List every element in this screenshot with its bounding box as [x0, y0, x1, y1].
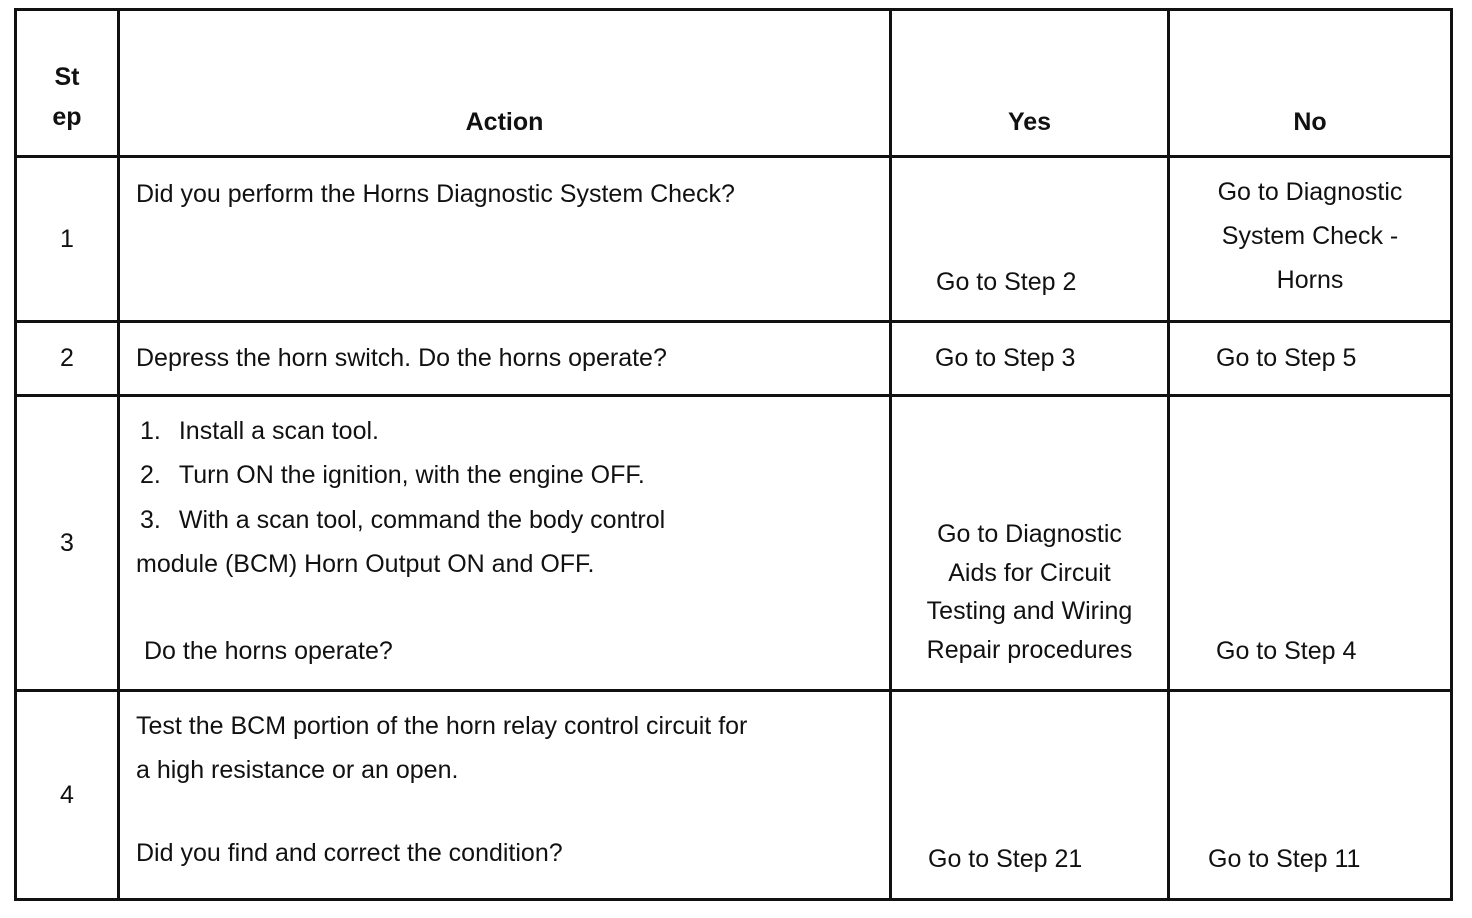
action-list-item — [140, 417, 379, 446]
header-row — [16, 10, 1452, 157]
yes-cell — [891, 396, 1169, 691]
yes-text-line: Go to Diagnostic — [937, 520, 1122, 548]
no-text: Go to Step 11 — [1208, 845, 1361, 873]
header-no: No — [1169, 10, 1452, 157]
no-text-line: Horns — [1276, 266, 1344, 294]
no-cell — [1169, 157, 1452, 322]
action-continuation: module (BCM) Horn Output ON and OFF. — [136, 550, 595, 578]
action-cell — [119, 691, 891, 900]
action-question: Do the horns operate? — [144, 637, 393, 665]
no-cell — [1169, 396, 1452, 691]
no-text — [1170, 170, 1450, 302]
table-row — [16, 322, 1452, 396]
step-number: 4 — [16, 691, 119, 900]
step-number: 1 — [16, 157, 119, 322]
yes-text-line: Repair procedures — [926, 635, 1133, 664]
action-text: Depress the horn switch. Do the horns operate? — [136, 344, 667, 372]
table-row — [16, 691, 1452, 900]
yes-text: Go to Step 21 — [928, 845, 1083, 873]
yes-text-line: Aids for Circuit — [948, 558, 1111, 587]
header-step-line2: ep — [52, 103, 82, 131]
no-cell — [1169, 691, 1452, 900]
step-number: 3 — [16, 396, 119, 691]
no-text-line: Go to Diagnostic — [1217, 178, 1403, 206]
header-yes: Yes — [891, 10, 1169, 157]
yes-text: Go to Step 2 — [936, 268, 1077, 296]
list-number: 2. — [140, 461, 161, 489]
action-list-item — [140, 506, 665, 535]
yes-cell — [891, 691, 1169, 900]
list-number: 3. — [140, 506, 161, 534]
table-row — [16, 396, 1452, 691]
no-text: Go to Step 5 — [1216, 344, 1357, 372]
action-cell — [119, 322, 891, 396]
yes-cell — [891, 322, 1169, 396]
action-text: a high resistance or an open. — [136, 756, 459, 784]
no-text: Go to Step 4 — [1216, 637, 1357, 665]
header-step-line1: St — [54, 63, 80, 91]
diagnostic-table — [14, 8, 1453, 901]
list-text: Turn ON the ignition, with the engine OFF. — [178, 461, 645, 489]
list-number: 1. — [140, 417, 161, 445]
list-text: Install a scan tool. — [178, 417, 379, 445]
no-text-line: System Check - — [1221, 222, 1399, 250]
header-step — [16, 10, 119, 157]
list-text: With a scan tool, command the body control — [178, 506, 666, 534]
yes-cell — [891, 157, 1169, 322]
yes-text-line: Testing and Wiring — [926, 597, 1133, 625]
action-cell — [119, 396, 891, 691]
yes-text — [892, 515, 1167, 669]
action-text: Did you perform the Horns Diagnostic System Check? — [136, 180, 735, 208]
step-number: 2 — [16, 322, 119, 396]
action-cell — [119, 157, 891, 322]
action-list-item — [140, 461, 645, 490]
header-action: Action — [119, 10, 891, 157]
action-text: Did you find and correct the condition? — [136, 839, 563, 867]
table-row — [16, 157, 1452, 322]
action-text: Test the BCM portion of the horn relay control circuit for — [136, 712, 748, 740]
no-cell — [1169, 322, 1452, 396]
yes-text: Go to Step 3 — [935, 344, 1076, 372]
